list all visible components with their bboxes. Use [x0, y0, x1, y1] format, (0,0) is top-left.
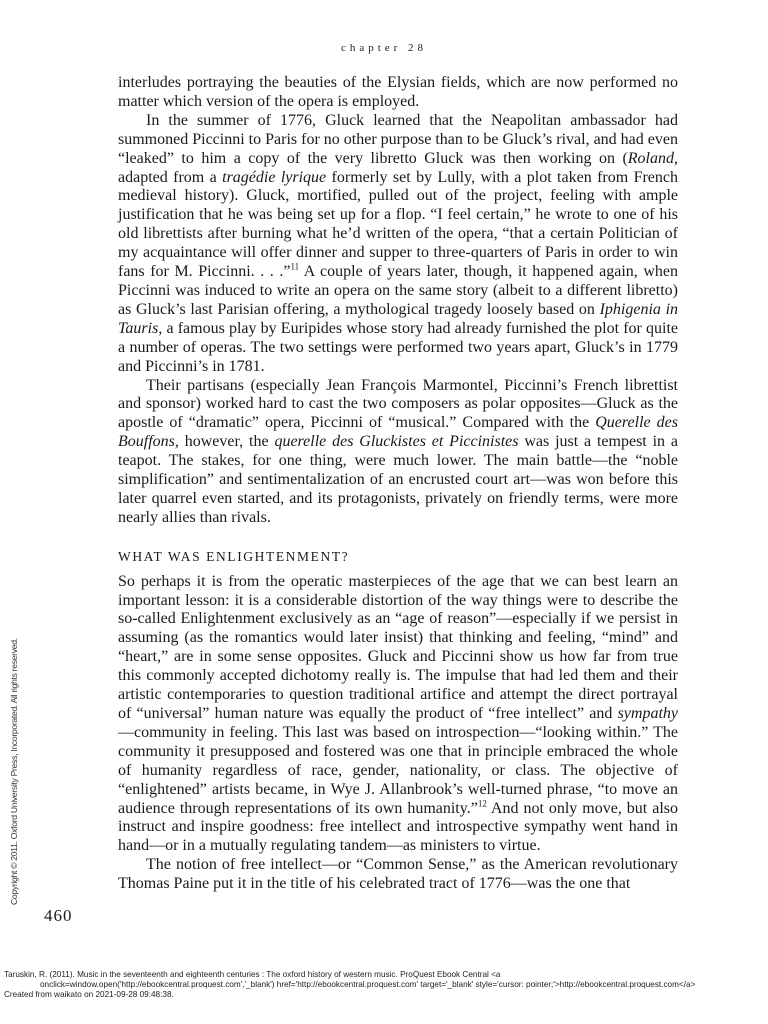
opera-title: Iphigenia in Tauris	[118, 300, 679, 337]
opera-title: Roland	[627, 149, 674, 167]
citation-link[interactable]: onclick=window.open('http://ebookcentral.proquest.com','_blank') href='http://ebookcentral.proquest.com' target='_blank' style='cursor: pointer;'>http://ebookcentral.proquest.com</a>	[40, 979, 696, 989]
italic-term: sympathy	[617, 705, 678, 722]
paragraph: In the summer of 1776, Gluck learned that the Neapolitan ambassador had summoned Piccinni to Paris for no other purpose than to be Gluck’s rival, and had even “leaked” to him a copy of the very libretto Gluck was then working on (Roland, adapted from a tragédie lyrique formerly set by Lully, with a plot taken from French medieval history). Gluck, mortified, pulled out of the project, feeling with ample justification that he was being set up for a flop. “I feel certain,” he wrote to one of his old librettists after burning what he’d written of the opera, “that a certain Politician of my acquaintance will offer dinner and supper to three-quarters of Paris in order to win fans for M. Piccinni. . . .”$^{11}$ A couple of years later, though, it happened again, when Piccinni was induced to write an opera on the same story (albeit to a different libretto) as Gluck’s last Parisian offering, a mythological tragedy loosely based on Iphigenia in Tauris, a famous play by Euripides whose story had already furnished the plot for quite a number of operas. The two settings were performed two years apart, Gluck’s in 1779 and Piccinni’s in 1781.	[118, 111, 679, 375]
paragraph: Their partisans (especially Jean François Marmontel, Piccinni’s French librettist and sponsor) worked hard to cast the two composers as polar opposites—Gluck as the apostle of “dramatic” opera, Piccinni of “musical.” Compared with the Querelle des Bouffons, however, the querelle des Gluckistes et Piccinistes was just a tempest in a teapot. The stakes, for one thing, were much lower. The main battle—the “noble simplification” and sentimentalization of an encrusted court art—was won before this later quarrel even started, and its protagonists, privately on friendly terms, were more nearly allies than rivals.	[118, 376, 678, 526]
citation-footer	[4, 970, 768, 999]
copyright-notice: Copyright © 2011. Oxford University Press, Incorporated. All rights reserved.	[9, 638, 19, 905]
paragraph: The notion of free intellect—or “Common Sense,” as the American revolutionary Thomas Paine put it in the title of his celebrated tract of 1776—was the one that	[118, 856, 678, 893]
paragraph: interludes portraying the beauties of the Elysian fields, which are now performed no matter which version of the opera is employed.	[118, 74, 678, 110]
footnote-ref: 11	[290, 261, 300, 272]
body-text	[118, 74, 678, 894]
running-head: chapter 28	[340, 42, 428, 54]
created-line: Created from waikato on 2021-09-28 09:48:38.	[4, 989, 174, 999]
genre-term: tragédie lyrique	[222, 168, 327, 186]
footnote-ref: 12	[477, 798, 487, 809]
page-number: 460	[44, 906, 73, 925]
paragraph: So perhaps it is from the operatic masterpieces of the age that we can best learn an important lesson: it is a considerable distortion of the way things were to describe the so-called Enlightenment exclusively as an “age of reason”—especially if we persist in assuming (as the romantics would later insist) that thinking and feeling, “mind” and “heart,” are in some sense opposites. Gluck and Piccinni show us how far from true this commonly accepted dichotomy really is. The impulse that had led them and their artistic contemporaries to question traditional artifice and attempt the direct portrayal of “universal” human nature was equally the product of “free intellect” and sympathy—community in feeling. This last was based on introspection—“looking within.” The community it presupposed and fostered was one that in principle embraced the whole of humanity regardless of race, gender, nationality, or class. The objective of “enlightened” artists became, in Wye J. Allanbrook’s well-turned phrase, “to move an audience through representations of its own humanity.”$^{12}$ And not only move, but also instruct and inspire goodness: free intellect and introspective sympathy went hand in hand—or in a mutually regulating tandem—as ministers to virtue.	[118, 572, 679, 855]
citation-line: Taruskin, R. (2011). Music in the seventeenth and eighteenth centuries : The oxford history of western music. ProQuest Ebook Central <a	[4, 970, 501, 979]
italic-term: Querelle des Bouffons	[118, 414, 678, 451]
section-heading: WHAT WAS ENLIGHTENMENT?	[118, 548, 350, 564]
italic-term: querelle des Gluckistes et Piccinistes	[274, 433, 519, 451]
